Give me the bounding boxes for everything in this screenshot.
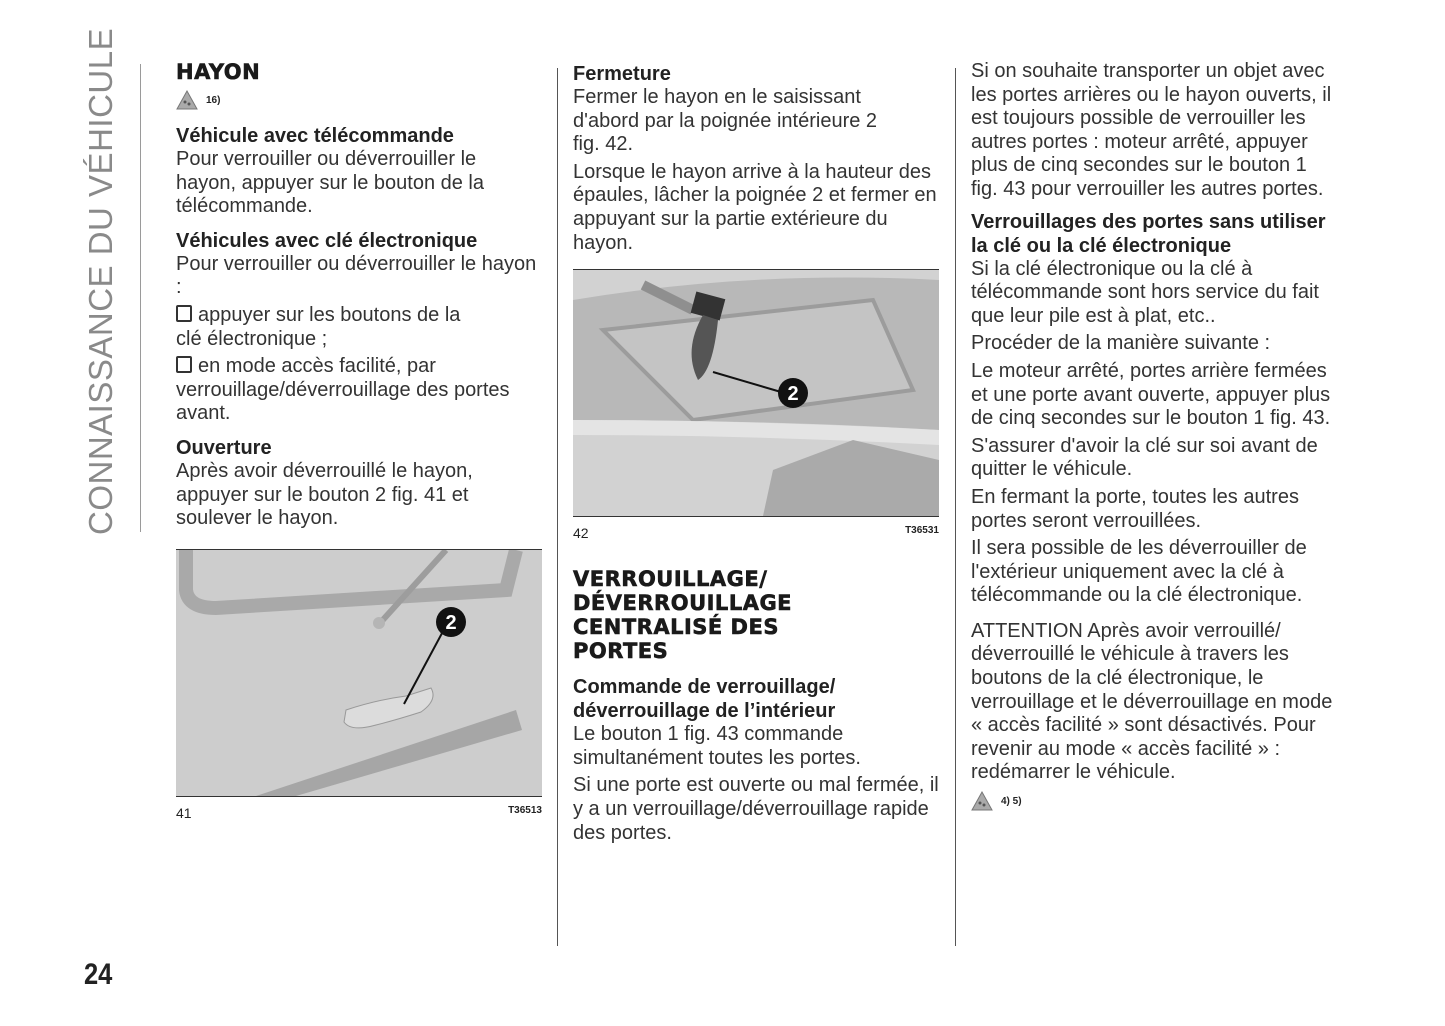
heading-ouverture: Ouverture — [176, 436, 272, 459]
paragraph: Il sera possible de les déverrouiller de l'extérieur uniquement avec la clé à télécommande ou la clé électronique. — [971, 537, 1307, 607]
paragraph: Fermer le hayon en le saisissant d'abord par la poignée intérieure 2 fig. 42. — [573, 86, 878, 156]
column-3 — [971, 60, 1339, 825]
bullet-item: en mode accès facilité, par verrouillage/déverrouillage des portes avant. — [176, 355, 510, 425]
paragraph: Procéder de la manière suivante : — [971, 332, 1271, 355]
paragraph: Après avoir déverrouillé le hayon, appuyer sur le bouton 2 fig. 41 et soulever le hayon. — [176, 459, 473, 530]
column-2 — [573, 60, 941, 849]
paragraph: Le bouton 1 fig. 43 commande simultanément toutes les portes. — [573, 723, 861, 769]
warning-ref-text: 4) 5) — [1001, 795, 1022, 807]
paragraph: Le moteur arrêté, portes arrière fermées et une porte avant ouverte, appuyer plus de cinq secondes sur le bouton 1 fig. 43. — [971, 359, 1331, 430]
warning-ref-text: 16) — [206, 94, 221, 106]
side-divider — [140, 64, 141, 532]
section-title-verrouillage: VERROUILLAGE/ DÉVERROUILLAGE CENTRALISÉ DES PORTES — [573, 567, 793, 664]
figure-code: T36513 — [508, 804, 542, 816]
paragraph: Si on souhaite transporter un objet avec les portes arrières ou le hayon ouverts, il est toujours possible de verrouiller les autres portes : moteur arrêté, appuyer plus de cinq secondes sur le bouton 1 fig. 43 pour verrouiller les autres portes. — [971, 60, 1332, 200]
checkbox-bullet-icon — [176, 356, 192, 373]
page-number: 24 — [84, 958, 113, 991]
paragraph: Lorsque le hayon arrive à la hauteur des épaules, lâcher la poignée 2 et fermer en appuyant sur la partie extérieure du hayon. — [573, 160, 937, 254]
checkbox-bullet-icon — [176, 305, 192, 322]
heading-sans-cle: Verrouillages des portes sans utiliser la clé ou la clé électronique — [971, 210, 1326, 257]
figure-42-image — [573, 269, 939, 517]
paragraph: Pour verrouiller ou déverrouiller le hayon, appuyer sur le bouton de la télécommande. — [176, 148, 484, 218]
figure-caption — [573, 525, 939, 541]
figure-number: 42 — [573, 525, 589, 542]
section-side-title: CONNAISSANCE DU VÉHICULE — [82, 27, 119, 535]
heading-telecommande: Véhicule avec télécommande — [176, 125, 454, 147]
warning-triangle-icon — [176, 90, 198, 110]
column-divider — [557, 68, 558, 946]
paragraph: Si une porte est ouverte ou mal fermée, il y a un verrouillage/déverrouillage rapide des portes. — [573, 774, 939, 844]
warning-reference — [176, 90, 544, 110]
figure-caption — [176, 805, 542, 821]
callout-label: 2 — [445, 611, 457, 634]
heading-cle-electronique: Véhicules avec clé électronique — [176, 229, 478, 252]
paragraph: S'assurer d'avoir la clé sur soi avant de quitter le véhicule. — [971, 434, 1318, 481]
paragraph: Si la clé électronique ou la clé à télécommande sont hors service du fait que leur pile est à plat, etc.. — [971, 257, 1319, 327]
callout-label: 2 — [787, 383, 799, 406]
column-1 — [176, 60, 544, 821]
section-title-hayon: HAYON — [176, 60, 261, 84]
paragraph: En fermant la porte, toutes les autres portes seront verrouillées. — [971, 485, 1299, 532]
paragraph: Pour verrouiller ou déverrouiller le hayon : — [176, 252, 537, 299]
figure-41-image — [176, 549, 542, 797]
figure-code: T36531 — [905, 525, 939, 537]
attention-paragraph: ATTENTION Après avoir verrouillé/ déverrouillé le véhicule à travers les boutons de la clé électronique, le verrouillage et le déverrouillage en mode « accès facilité » sont désactivés. Pour revenir au mode « accès facilité » : redémarrer le véhicule. — [971, 619, 1333, 784]
column-divider — [955, 68, 956, 946]
figure-number: 41 — [176, 804, 192, 821]
heading-fermeture: Fermeture — [573, 63, 671, 85]
heading-commande: Commande de verrouillage/ déverrouillage de l’intérieur — [573, 676, 836, 723]
warning-triangle-icon — [971, 791, 993, 811]
warning-reference — [971, 791, 1339, 811]
bullet-item: appuyer sur les boutons de la clé électronique ; — [176, 303, 461, 350]
